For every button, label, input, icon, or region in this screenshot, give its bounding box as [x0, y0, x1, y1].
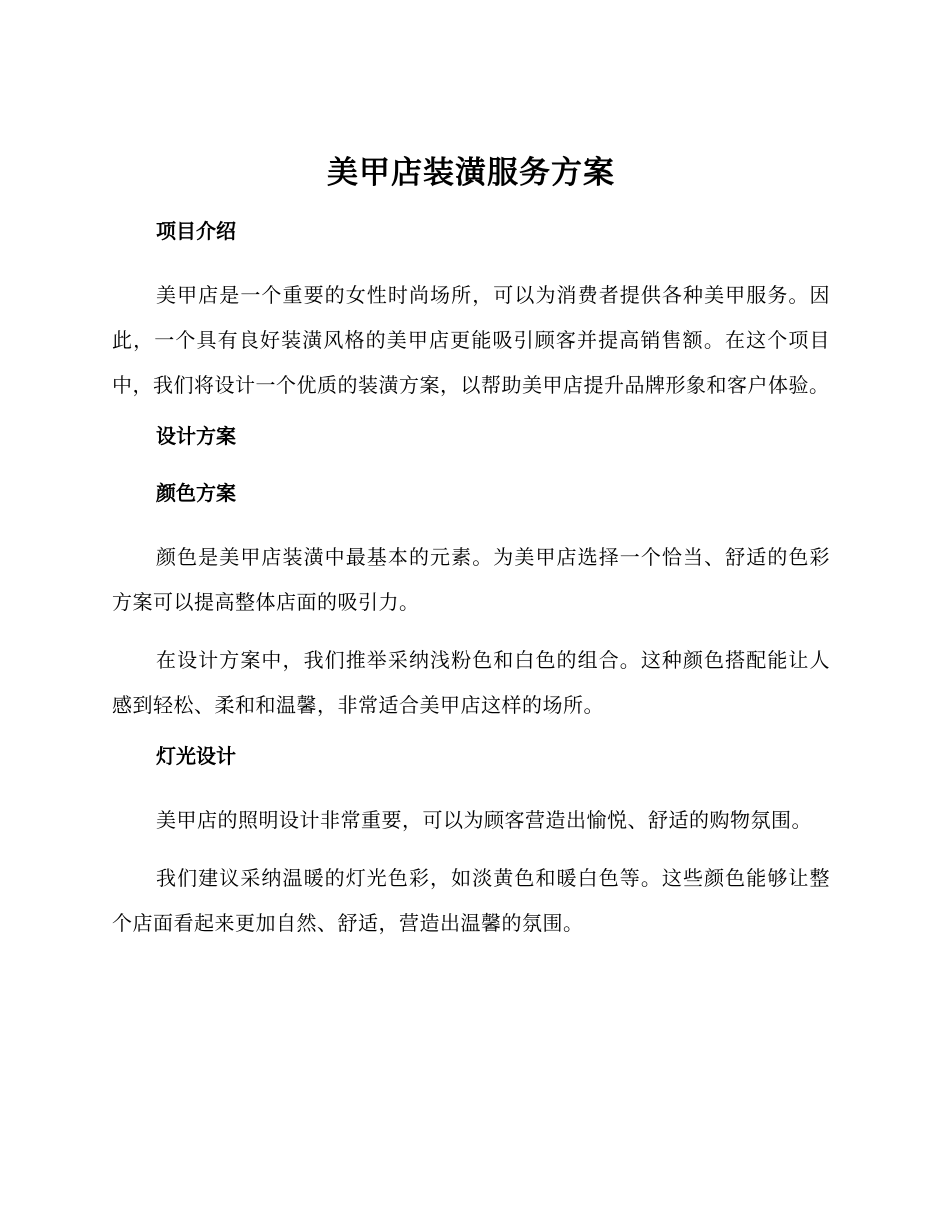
spacer [112, 843, 830, 856]
document-title: 美甲店装潢服务方案 [327, 155, 615, 191]
spacer [112, 625, 830, 638]
paragraph-lighting-1: 美甲店的照明设计非常重要，可以为顾客营造出愉悦、舒适的购物氛围。 [156, 808, 812, 832]
spacer [112, 771, 830, 798]
paragraph-lighting-2: 我们建议采纳温暖的灯光色彩，如淡黄色和暖白色等。这些颜色能够让整个店面看起来更加自然、舒适，营造出温馨的氛围。 [112, 866, 830, 935]
spacer [112, 451, 830, 478]
paragraph-color-1: 颜色是美甲店装潢中最基本的元素。为美甲店选择一个恰当、舒适的色彩方案可以提高整体店面的吸引力。 [112, 545, 830, 614]
section-heading-intro: 项目介绍 [156, 219, 236, 243]
spacer [112, 408, 830, 421]
subsection-heading-lighting: 灯光设计 [156, 744, 236, 768]
paragraph-intro: 美甲店是一个重要的女性时尚场所，可以为消费者提供各种美甲服务。因此，一个具有良好装潢风格的美甲店更能吸引顾客并提高销售额。在这个项目中，我们将设计一个优质的装潢方案，以帮助美甲店提升品牌形象和客户体验。 [112, 283, 830, 397]
spacer [112, 508, 830, 535]
section-heading-design: 设计方案 [156, 424, 236, 448]
paragraph-color-2: 在设计方案中，我们推举采纳浅粉色和白色的组合。这种颜色搭配能让人感到轻松、柔和和温馨，非常适合美甲店这样的场所。 [112, 648, 830, 717]
spacer [112, 246, 830, 273]
subsection-heading-color: 颜色方案 [156, 481, 236, 505]
spacer [112, 728, 830, 741]
